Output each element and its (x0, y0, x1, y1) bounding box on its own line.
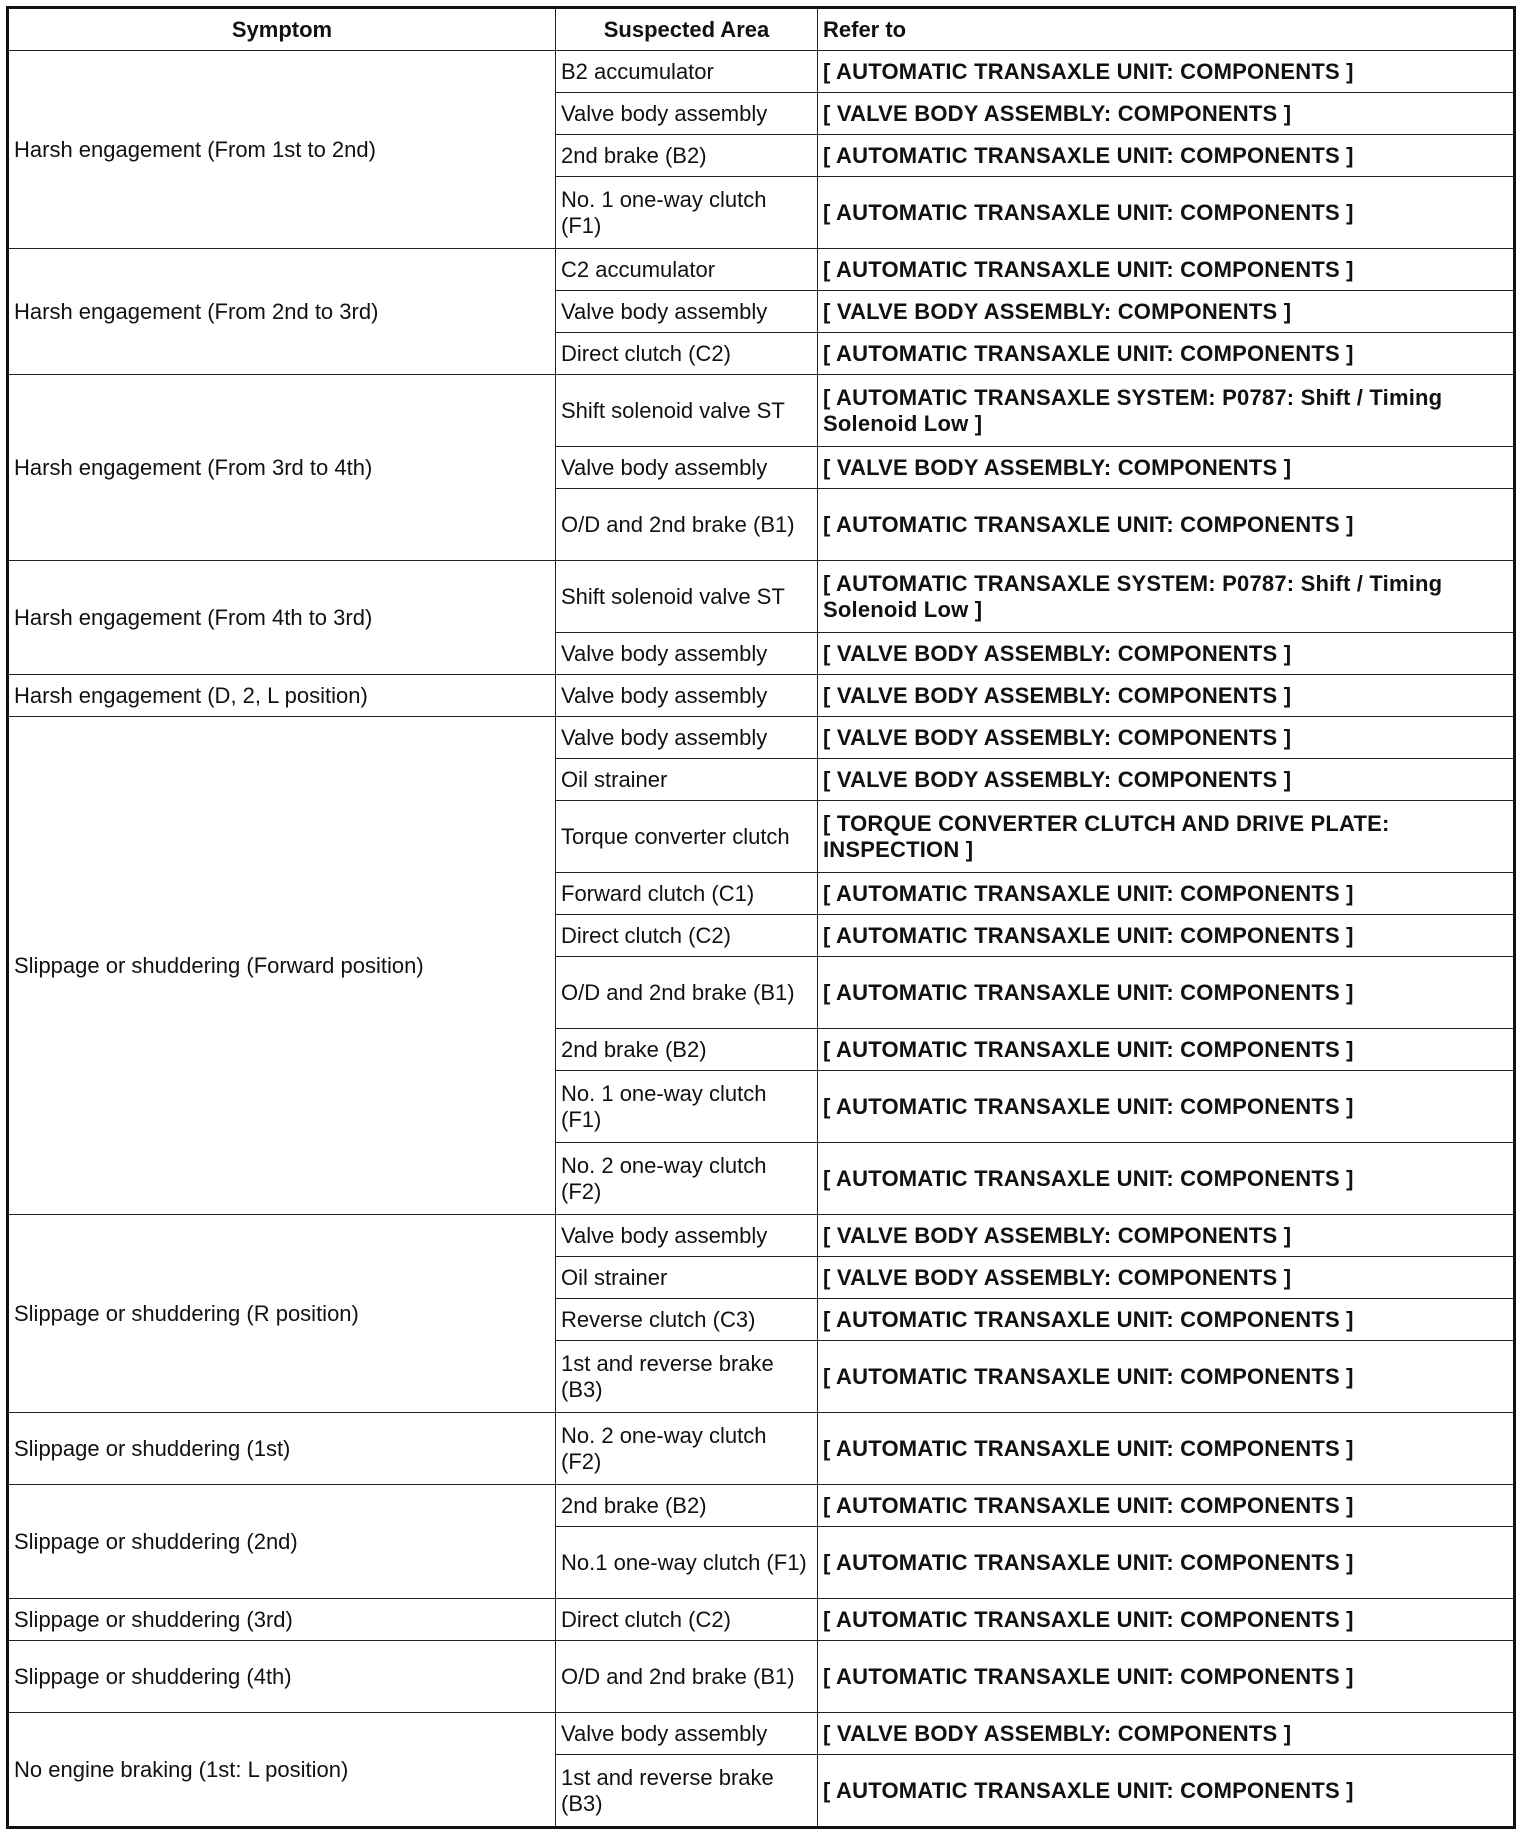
suspected-area-cell: Torque converter clutch (556, 801, 818, 873)
refer-to-link[interactable]: [ TORQUE CONVERTER CLUTCH AND DRIVE PLATE: INSPECTION ] (818, 801, 1515, 873)
table-row (8, 717, 1515, 759)
suspected-area-cell: No. 2 one-way clutch (F2) (556, 1413, 818, 1485)
refer-to-link[interactable]: [ AUTOMATIC TRANSAXLE UNIT: COMPONENTS ] (818, 1071, 1515, 1143)
table-row (8, 375, 1515, 447)
suspected-area-cell: C2 accumulator (556, 249, 818, 291)
table-row (8, 1413, 1515, 1485)
suspected-area-cell: Shift solenoid valve ST (556, 561, 818, 633)
symptom-cell: Harsh engagement (From 4th to 3rd) (8, 561, 556, 675)
refer-to-link[interactable]: [ AUTOMATIC TRANSAXLE UNIT: COMPONENTS ] (818, 333, 1515, 375)
symptom-cell: Slippage or shuddering (1st) (8, 1413, 556, 1485)
symptom-cell: Slippage or shuddering (Forward position) (8, 717, 556, 1215)
refer-to-link[interactable]: [ VALVE BODY ASSEMBLY: COMPONENTS ] (818, 633, 1515, 675)
refer-to-link[interactable]: [ AUTOMATIC TRANSAXLE UNIT: COMPONENTS ] (818, 915, 1515, 957)
refer-to-link[interactable]: [ VALVE BODY ASSEMBLY: COMPONENTS ] (818, 759, 1515, 801)
symptom-cell: Harsh engagement (From 1st to 2nd) (8, 51, 556, 249)
suspected-area-cell: Valve body assembly (556, 717, 818, 759)
refer-to-link[interactable]: [ VALVE BODY ASSEMBLY: COMPONENTS ] (818, 291, 1515, 333)
refer-to-link[interactable]: [ VALVE BODY ASSEMBLY: COMPONENTS ] (818, 93, 1515, 135)
refer-to-link[interactable]: [ AUTOMATIC TRANSAXLE UNIT: COMPONENTS ] (818, 1485, 1515, 1527)
table-row (8, 249, 1515, 291)
symptom-cell: Harsh engagement (From 2nd to 3rd) (8, 249, 556, 375)
suspected-area-cell: No. 1 one-way clutch (F1) (556, 1071, 818, 1143)
symptom-cell: Slippage or shuddering (3rd) (8, 1599, 556, 1641)
suspected-area-cell: No.1 one-way clutch (F1) (556, 1527, 818, 1599)
table-row (8, 675, 1515, 717)
symptom-cell: No engine braking (1st: L position) (8, 1713, 556, 1828)
table-row (8, 51, 1515, 93)
suspected-area-cell: 1st and reverse brake (B3) (556, 1341, 818, 1413)
refer-to-link[interactable]: [ VALVE BODY ASSEMBLY: COMPONENTS ] (818, 1713, 1515, 1755)
suspected-area-cell: Reverse clutch (C3) (556, 1299, 818, 1341)
refer-to-link[interactable]: [ AUTOMATIC TRANSAXLE UNIT: COMPONENTS ] (818, 1413, 1515, 1485)
refer-to-link[interactable]: [ AUTOMATIC TRANSAXLE UNIT: COMPONENTS ] (818, 489, 1515, 561)
refer-to-link[interactable]: [ AUTOMATIC TRANSAXLE UNIT: COMPONENTS ] (818, 1755, 1515, 1828)
suspected-area-cell: O/D and 2nd brake (B1) (556, 957, 818, 1029)
suspected-area-cell: Forward clutch (C1) (556, 873, 818, 915)
table-row (8, 1713, 1515, 1755)
suspected-area-cell: 2nd brake (B2) (556, 1029, 818, 1071)
problem-symptoms-table (6, 6, 1516, 1829)
symptom-cell: Harsh engagement (From 3rd to 4th) (8, 375, 556, 561)
suspected-area-cell: Direct clutch (C2) (556, 1599, 818, 1641)
refer-to-link[interactable]: [ VALVE BODY ASSEMBLY: COMPONENTS ] (818, 447, 1515, 489)
suspected-area-cell: Oil strainer (556, 759, 818, 801)
refer-to-link[interactable]: [ AUTOMATIC TRANSAXLE UNIT: COMPONENTS ] (818, 873, 1515, 915)
refer-to-link[interactable]: [ AUTOMATIC TRANSAXLE UNIT: COMPONENTS ] (818, 1641, 1515, 1713)
refer-to-link[interactable]: [ AUTOMATIC TRANSAXLE UNIT: COMPONENTS ] (818, 1299, 1515, 1341)
refer-to-link[interactable]: [ VALVE BODY ASSEMBLY: COMPONENTS ] (818, 675, 1515, 717)
header-refer-to: Refer to (818, 8, 1515, 51)
refer-to-link[interactable]: [ AUTOMATIC TRANSAXLE UNIT: COMPONENTS ] (818, 1341, 1515, 1413)
header-symptom: Symptom (8, 8, 556, 51)
refer-to-link[interactable]: [ AUTOMATIC TRANSAXLE SYSTEM: P0787: Shift / Timing Solenoid Low ] (818, 375, 1515, 447)
suspected-area-cell: Valve body assembly (556, 1215, 818, 1257)
refer-to-link[interactable]: [ VALVE BODY ASSEMBLY: COMPONENTS ] (818, 1257, 1515, 1299)
symptom-cell: Harsh engagement (D, 2, L position) (8, 675, 556, 717)
table-row (8, 1215, 1515, 1257)
refer-to-link[interactable]: [ AUTOMATIC TRANSAXLE UNIT: COMPONENTS ] (818, 957, 1515, 1029)
refer-to-link[interactable]: [ AUTOMATIC TRANSAXLE UNIT: COMPONENTS ] (818, 51, 1515, 93)
symptom-cell: Slippage or shuddering (2nd) (8, 1485, 556, 1599)
suspected-area-cell: Valve body assembly (556, 291, 818, 333)
suspected-area-cell: B2 accumulator (556, 51, 818, 93)
refer-to-link[interactable]: [ AUTOMATIC TRANSAXLE SYSTEM: P0787: Shift / Timing Solenoid Low ] (818, 561, 1515, 633)
refer-to-link[interactable]: [ AUTOMATIC TRANSAXLE UNIT: COMPONENTS ] (818, 177, 1515, 249)
suspected-area-cell: Shift solenoid valve ST (556, 375, 818, 447)
suspected-area-cell: Oil strainer (556, 1257, 818, 1299)
refer-to-link[interactable]: [ AUTOMATIC TRANSAXLE UNIT: COMPONENTS ] (818, 1143, 1515, 1215)
suspected-area-cell: Valve body assembly (556, 675, 818, 717)
suspected-area-cell: 2nd brake (B2) (556, 1485, 818, 1527)
header-suspected-area: Suspected Area (556, 8, 818, 51)
refer-to-link[interactable]: [ AUTOMATIC TRANSAXLE UNIT: COMPONENTS ] (818, 1527, 1515, 1599)
suspected-area-cell: 2nd brake (B2) (556, 135, 818, 177)
suspected-area-cell: Valve body assembly (556, 633, 818, 675)
suspected-area-cell: 1st and reverse brake (B3) (556, 1755, 818, 1828)
refer-to-link[interactable]: [ VALVE BODY ASSEMBLY: COMPONENTS ] (818, 717, 1515, 759)
symptom-cell: Slippage or shuddering (4th) (8, 1641, 556, 1713)
suspected-area-cell: O/D and 2nd brake (B1) (556, 489, 818, 561)
suspected-area-cell: Valve body assembly (556, 93, 818, 135)
refer-to-link[interactable]: [ VALVE BODY ASSEMBLY: COMPONENTS ] (818, 1215, 1515, 1257)
suspected-area-cell: O/D and 2nd brake (B1) (556, 1641, 818, 1713)
refer-to-link[interactable]: [ AUTOMATIC TRANSAXLE UNIT: COMPONENTS ] (818, 1599, 1515, 1641)
table-header (8, 8, 1515, 51)
suspected-area-cell: Direct clutch (C2) (556, 915, 818, 957)
refer-to-link[interactable]: [ AUTOMATIC TRANSAXLE UNIT: COMPONENTS ] (818, 135, 1515, 177)
symptom-cell: Slippage or shuddering (R position) (8, 1215, 556, 1413)
table-row (8, 561, 1515, 633)
suspected-area-cell: Valve body assembly (556, 447, 818, 489)
suspected-area-cell: No. 2 one-way clutch (F2) (556, 1143, 818, 1215)
refer-to-link[interactable]: [ AUTOMATIC TRANSAXLE UNIT: COMPONENTS ] (818, 1029, 1515, 1071)
header-row (8, 8, 1515, 51)
refer-to-link[interactable]: [ AUTOMATIC TRANSAXLE UNIT: COMPONENTS ] (818, 249, 1515, 291)
table-body (8, 51, 1515, 1828)
suspected-area-cell: Direct clutch (C2) (556, 333, 818, 375)
suspected-area-cell: Valve body assembly (556, 1713, 818, 1755)
suspected-area-cell: No. 1 one-way clutch (F1) (556, 177, 818, 249)
table-row (8, 1599, 1515, 1641)
table-row (8, 1641, 1515, 1713)
table-row (8, 1485, 1515, 1527)
